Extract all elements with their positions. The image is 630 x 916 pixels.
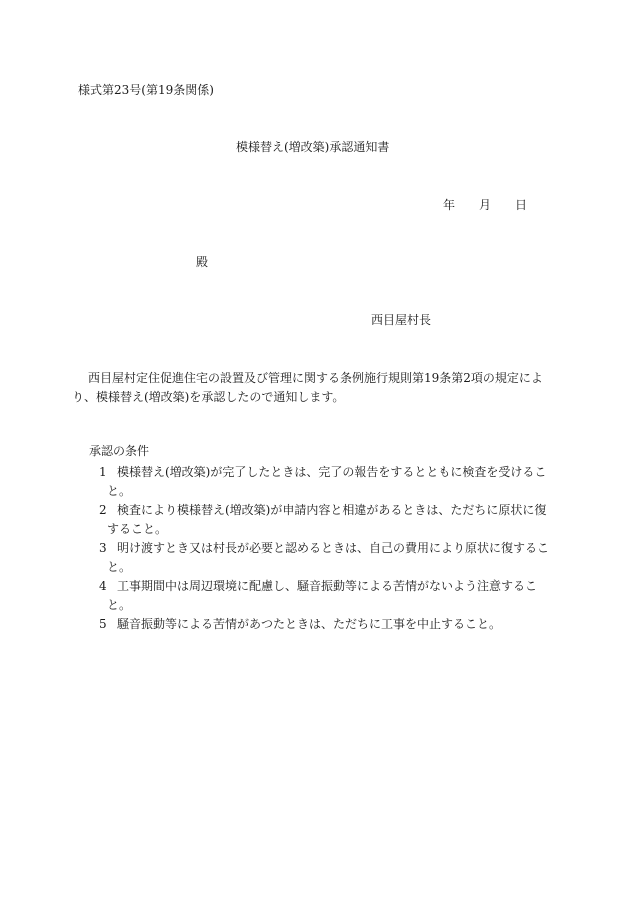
condition-item [99, 539, 553, 577]
condition-text: 明け渡すとき又は村長が必要と認めるときは、自己の費用により原状に復すること。 [107, 541, 550, 574]
month-label: 月 [479, 198, 492, 212]
date-line [443, 199, 527, 211]
conditions-heading: 承認の条件 [89, 444, 150, 458]
condition-text: 検査により模様替え(増改築)が申請内容と相違があるときは、ただちに原状に復すること。 [107, 503, 547, 536]
condition-text: 騒音振動等による苦情があつたときは、ただちに工事を中止すること。 [117, 617, 502, 631]
notice-body: 西目屋村定住促進住宅の設置及び管理に関する条例施行規則第19条第2項の規定により、模様替え(増改築)を承認したので通知します。 [72, 371, 543, 404]
condition-text: 工事期間中は周辺環境に配慮し、騒音振動等による苦情がないよう注意すること。 [107, 579, 538, 612]
day-label: 日 [515, 198, 528, 212]
condition-number: 2 [99, 503, 107, 517]
condition-item [99, 501, 553, 539]
condition-number: 4 [99, 579, 107, 593]
addressee-suffix: 殿 [196, 255, 209, 269]
condition-number: 1 [99, 465, 107, 479]
conditions-list [99, 463, 553, 634]
year-label: 年 [443, 198, 456, 212]
form-number: 様式第23号(第19条関係) [78, 83, 214, 97]
document-title: 模様替え(増改築)承認通知書 [236, 140, 390, 154]
condition-item [99, 463, 553, 501]
condition-number: 3 [99, 541, 107, 555]
condition-number: 5 [99, 617, 107, 631]
condition-item [99, 577, 553, 615]
condition-item [99, 615, 553, 634]
condition-text: 模様替え(増改築)が完了したときは、完了の報告をするとともに検査を受けること。 [107, 465, 547, 498]
sender-name: 西目屋村長 [371, 313, 432, 327]
